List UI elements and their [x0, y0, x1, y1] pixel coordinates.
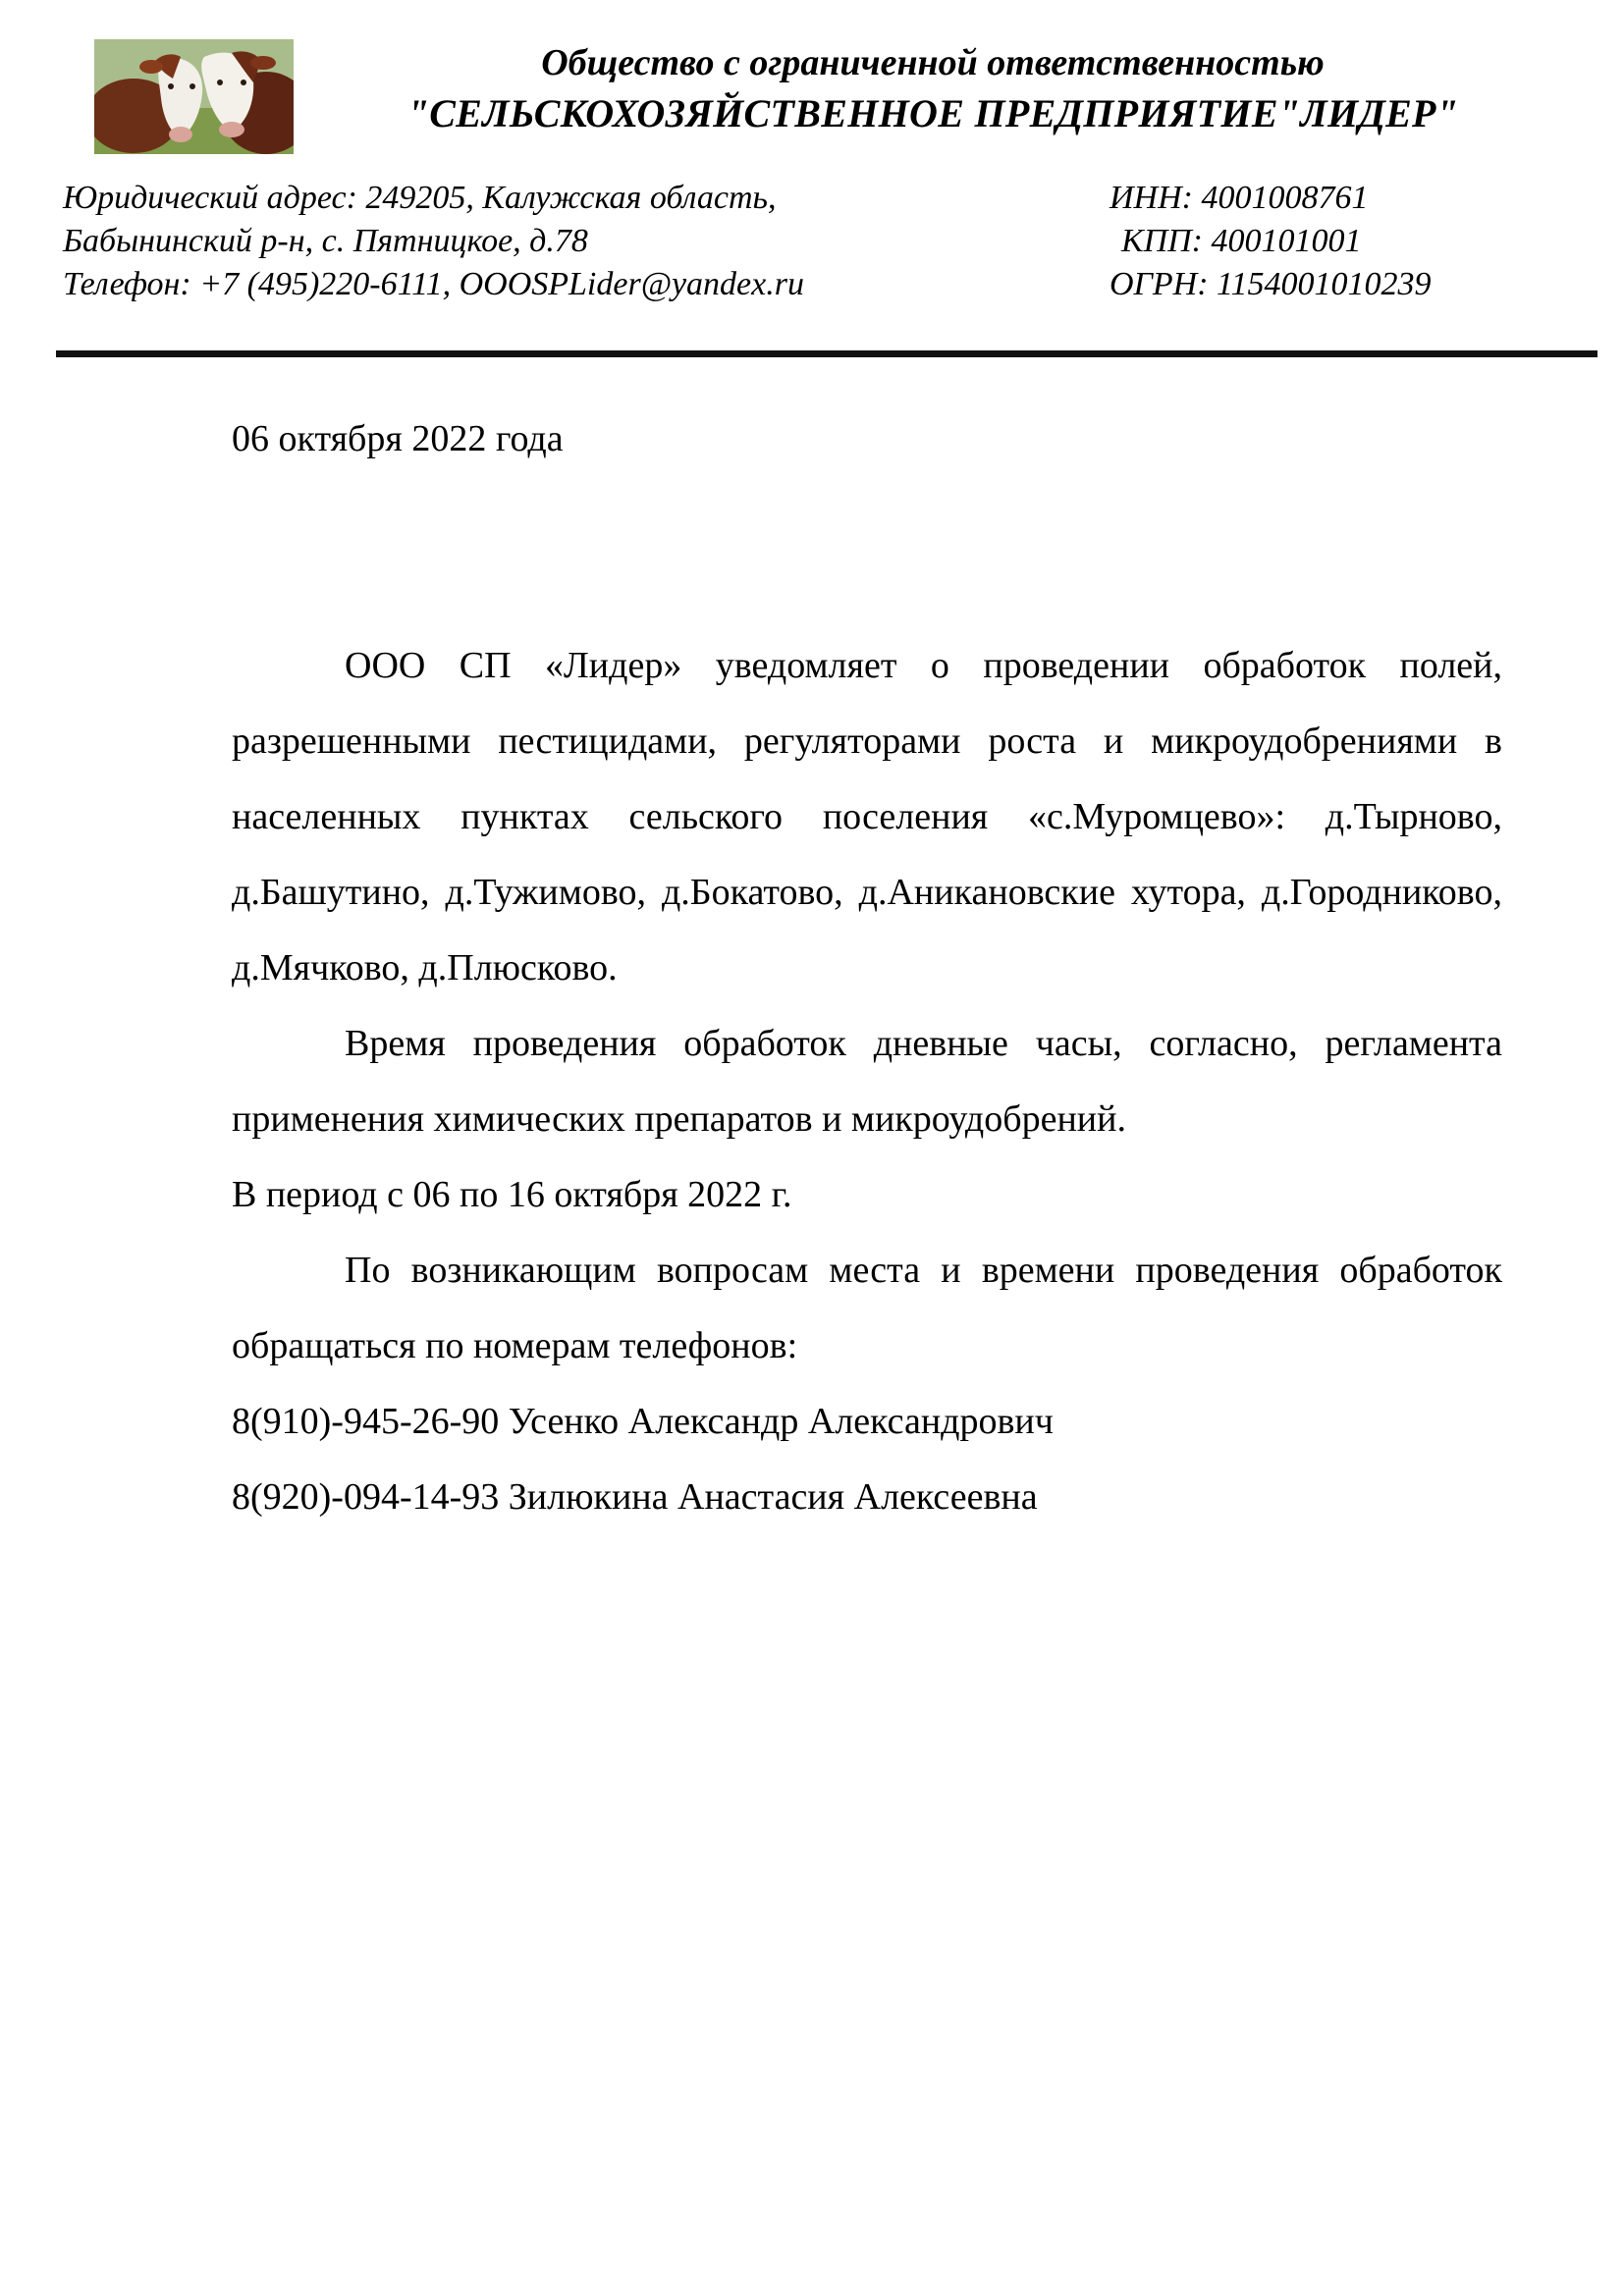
period-line: В период с 06 по 16 октября 2022 г. [232, 1174, 792, 1215]
time-paragraph: Время проведения обработок дневные часы, согласно, регламента применения химических препаратов и микроудобрений. [232, 1023, 1502, 1140]
phone-email-line: Телефон: +7 (495)220-6111, OOOSPLider@yandex.ru [63, 266, 804, 302]
address-block [63, 177, 804, 306]
legal-address-line2: Бабынинский р-н, с. Пятницкое, д.78 [63, 223, 588, 259]
letter-body [232, 628, 1502, 1535]
legal-address-line1: Юридический адрес: 249205, Калужская область, [63, 180, 777, 216]
kpp: КПП: 400101001 [1121, 223, 1362, 259]
questions-paragraph: По возникающим вопросам места и времени проведения обработок обращаться по номерам телефонов: [232, 1250, 1502, 1366]
notice-paragraph: ООО СП «Лидер» уведомляет о проведении обработок полей, разрешенными пестицидами, регуляторами роста и микроудобрениями в населенных пунктах сельского поселения «с.Муромцево»: д.Тырново, д.Башутино, д.Тужимово, д.Бокатово, д.Аникановские хутора, д.Городниково, д.Мячково, д.Плюсково. [232, 645, 1502, 988]
contact-line-2: 8(920)-094-14-93 Зилюкина Анастасия Алексеевна [232, 1476, 1038, 1518]
header-divider [56, 350, 1597, 357]
company-logo [94, 39, 294, 154]
letter-date: 06 октября 2022 года [232, 418, 564, 459]
inn: ИНН: 4001008761 [1110, 180, 1369, 216]
contact-line-1: 8(910)-945-26-90 Усенко Александр Александрович [232, 1401, 1054, 1442]
company-type: Общество с ограниченной ответственностью [541, 42, 1325, 83]
cows-photo [94, 39, 294, 154]
ogrn: ОГРН: 1154001010239 [1110, 266, 1432, 302]
company-name: "СЕЛЬСКОХОЗЯЙСТВЕННОЕ ПРЕДПРИЯТИЕ"ЛИДЕР" [406, 91, 1459, 135]
registration-block [1110, 177, 1432, 306]
